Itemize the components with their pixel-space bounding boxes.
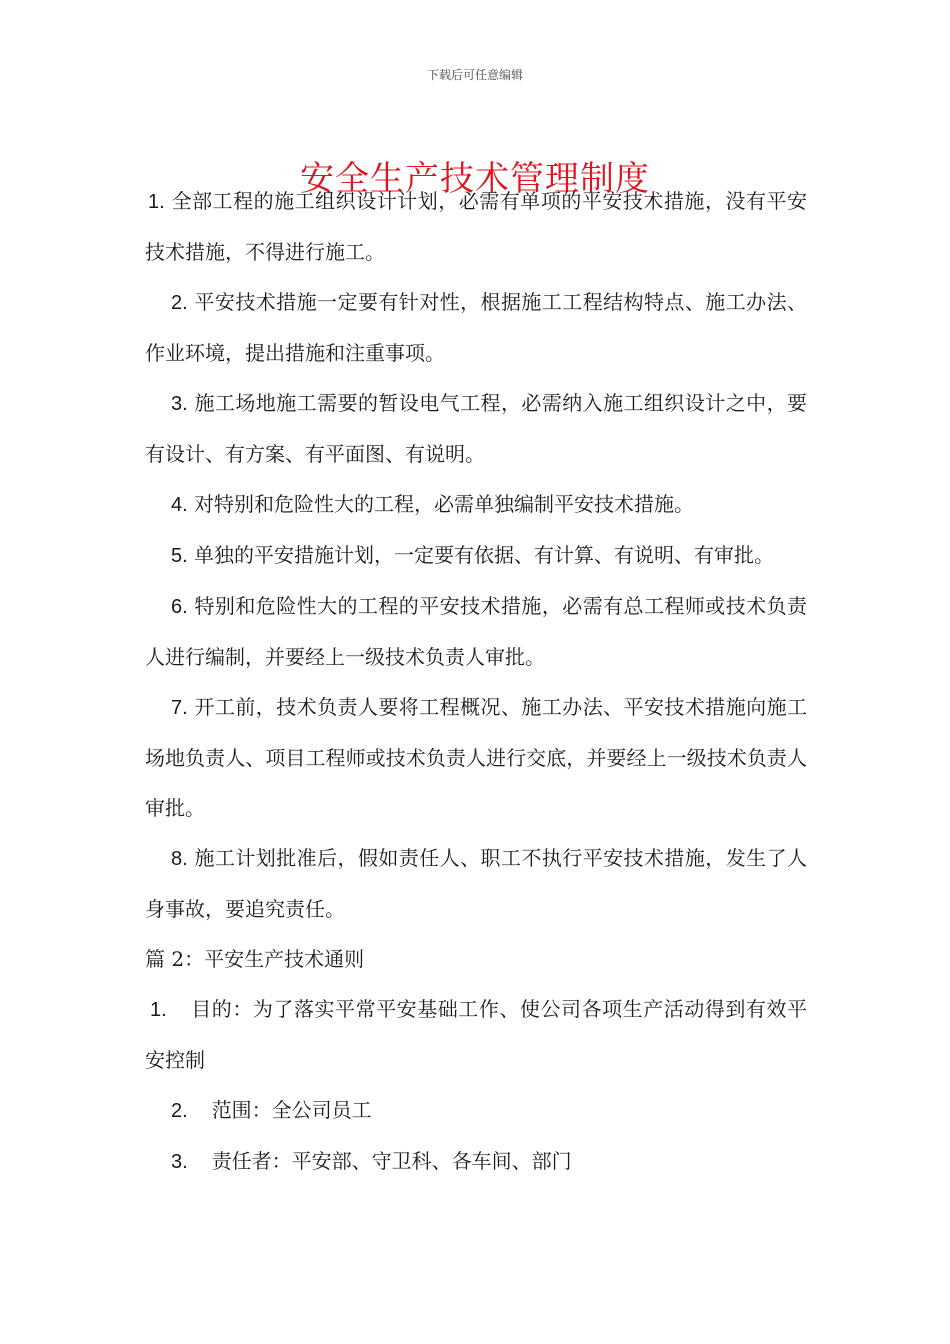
list-item [145,682,807,833]
list-item [145,378,807,479]
item-number: 2. [171,292,188,314]
item-number: 3. [171,393,188,415]
item-text: 平安技术措施一定要有针对性，根据施工工程结构特点、施工办法、作业环境，提出措施和注重事项。 [145,290,808,365]
header-note: 下载后可任意编辑 [426,68,523,82]
item-number: 3. [171,1151,188,1173]
item-text: 范围：全公司员工 [211,1098,372,1122]
list-item [145,1136,807,1187]
page-title: 安全生产技术管理制度 [300,158,650,199]
list-item [145,530,807,581]
item-text: 开工前，技术负责人要将工程概况、施工办法、平安技术措施向施工场地负责人、项目工程师或技术负责人进行交底，并要经上一级技术负责人审批。 [145,695,808,820]
item-number: 5. [171,545,188,567]
item-number: 6. [171,596,188,618]
item-number: 1. [150,999,167,1021]
list-item [145,479,807,530]
list-item [145,581,807,682]
item-number: 4. [171,494,188,516]
item-number: 2. [171,1100,188,1122]
section-heading: 篇 2：平安生产技术通则 [145,947,365,971]
item-number: 7. [171,697,188,719]
list-item [145,176,807,277]
item-text: 全部工程的施工组织设计计划，必需有单项的平安技术措施，没有平安技术措施，不得进行施工。 [145,189,808,264]
item-text: 施工计划批准后，假如责任人、职工不执行平安技术措施，发生了人身事故，要追究责任。 [145,846,808,921]
item-text: 责任者：平安部、守卫科、各车间、部门 [211,1149,572,1173]
item-text: 目的：为了落实平常平安基础工作、使公司各项生产活动得到有效平安控制 [145,997,807,1072]
list-item [145,984,807,1085]
item-number: 1. [148,191,165,213]
list-item [145,1085,807,1136]
item-number: 8. [171,848,188,870]
document-body [145,176,807,1187]
list-item [145,833,807,934]
item-text: 对特别和危险性大的工程，必需单独编制平安技术措施。 [194,492,695,516]
item-text: 特别和危险性大的工程的平安技术措施，必需有总工程师或技术负责人进行编制，并要经上一级技术负责人审批。 [145,594,808,669]
item-text: 施工场地施工需要的暂设电气工程，必需纳入施工组织设计之中，要有设计、有方案、有平面图、有说明。 [145,391,808,466]
item-text: 单独的平安措施计划，一定要有依据、有计算、有说明、有审批。 [194,543,775,567]
list-item [145,277,807,378]
